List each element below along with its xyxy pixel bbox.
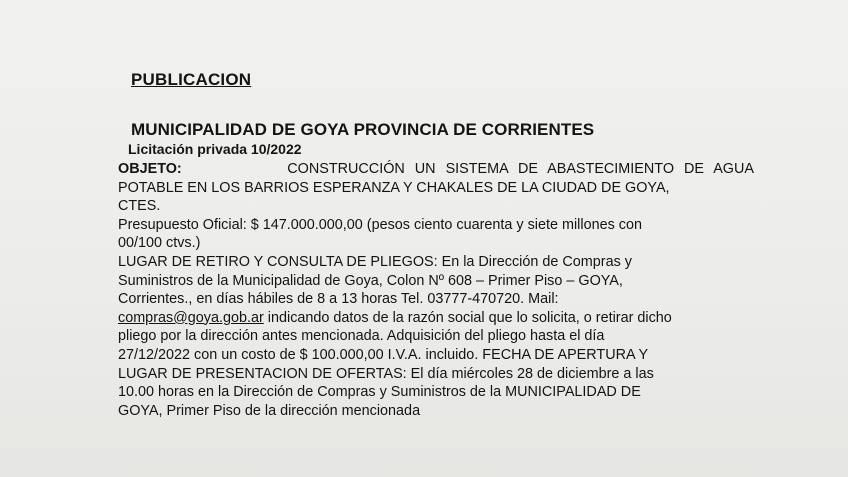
text-line	[118, 234, 754, 253]
document-body	[118, 160, 754, 420]
text-line-content: POTABLE EN LOS BARRIOS ESPERANZA Y CHAKALES DE LA CIUDAD DE GOYA,	[118, 179, 670, 196]
text-line-content: Suministros de la Municipalidad de Goya, Colon Nº 608 – Primer Piso – GOYA,	[118, 272, 623, 289]
text-line	[118, 327, 754, 346]
text-line-content: CONSTRUCCIÓN UN SISTEMA DE ABASTECIMIENTO DE AGUA	[287, 161, 754, 177]
text-line	[118, 365, 754, 384]
objeto-label: OBJETO:	[118, 161, 182, 177]
text-line-content: GOYA, Primer Piso de la dirección mencionada	[118, 402, 421, 419]
text-line-content: indicando datos de la razón social que lo solicita, o retirar dicho	[267, 309, 672, 326]
text-line	[118, 272, 754, 291]
tender-number: Licitación privada 10/2022	[128, 141, 302, 157]
text-line-content: Presupuesto Oficial: $ 147.000.000,00 (pesos ciento cuarenta y siete millones con	[118, 216, 642, 233]
text-line	[118, 346, 754, 365]
text-line	[118, 402, 754, 421]
email-link[interactable]: compras@goya.gob.ar	[118, 309, 264, 326]
text-line-content: CTES.	[118, 198, 161, 215]
text-line	[118, 383, 754, 402]
text-line	[118, 290, 754, 309]
text-line	[118, 309, 754, 328]
text-line-content: LUGAR DE RETIRO Y CONSULTA DE PLIEGOS: En la Dirección de Compras y	[118, 253, 632, 270]
text-line	[118, 160, 754, 179]
text-line-content: pliego por la dirección antes mencionada. Adquisición del pliego hasta el día	[118, 328, 605, 345]
text-line-content: 00/100 ctvs.)	[118, 235, 201, 252]
text-line-content: LUGAR DE PRESENTACION DE OFERTAS: El día miércoles 28 de diciembre a las	[118, 365, 654, 382]
text-line	[118, 216, 754, 235]
publication-title: PUBLICACION	[131, 70, 252, 89]
text-line-content: Corrientes., en días hábiles de 8 a 13 horas Tel. 03777-470720. Mail:	[118, 291, 559, 308]
text-line-content: 10.00 horas en la Dirección de Compras y Suministros de la MUNICIPALIDAD DE	[118, 384, 641, 401]
text-line	[118, 179, 754, 198]
text-line	[118, 197, 754, 216]
text-line-content: 27/12/2022 con un costo de $ 100.000,00 I.V.A. incluido. FECHA DE APERTURA Y	[118, 346, 649, 363]
text-line	[118, 253, 754, 272]
municipality-heading: MUNICIPALIDAD DE GOYA PROVINCIA DE CORRIENTES	[131, 120, 595, 139]
